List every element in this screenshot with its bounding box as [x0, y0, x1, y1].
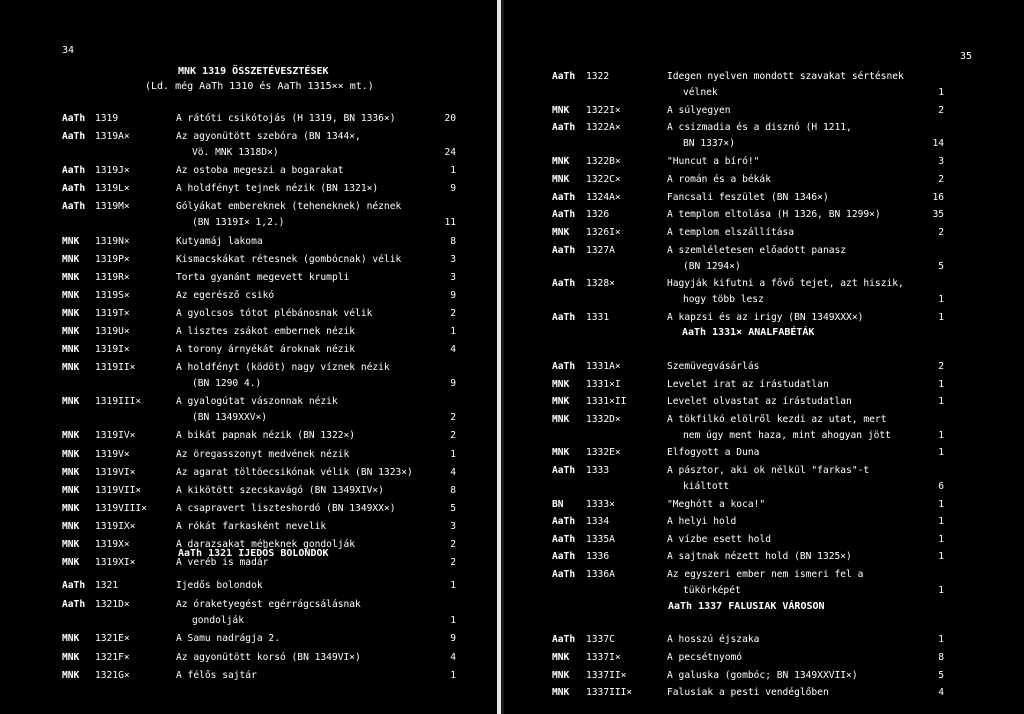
- tale-type-number: 1334: [586, 516, 610, 528]
- tale-title-continued: (BN 1290 4.): [192, 378, 262, 390]
- tale-title: A súlyegyen: [667, 104, 731, 116]
- catalog-system: AaTh: [62, 598, 86, 610]
- variant-count: 1: [938, 396, 944, 408]
- tale-type-number: 1321F×: [95, 651, 130, 663]
- tale-type-number: 1319M×: [95, 201, 130, 213]
- tale-title: Levelet irat az írástudatlan: [667, 378, 829, 390]
- tale-title: A rókát farkasként nevelik: [176, 520, 327, 532]
- catalog-system: AaTh: [552, 634, 576, 645]
- catalog-system: MNK: [62, 484, 80, 496]
- catalog-system: MNK: [62, 520, 80, 532]
- variant-count: 1: [938, 498, 944, 510]
- variant-count: 1: [938, 585, 944, 596]
- tale-type-number: 1337C: [586, 634, 615, 645]
- variant-count: 2: [450, 557, 456, 569]
- tale-title: Levelet olvastat az írástudatlan: [667, 396, 852, 408]
- catalog-system: MNK: [62, 289, 80, 301]
- variant-count: 1: [450, 326, 456, 337]
- catalog-system: AaTh: [552, 465, 576, 476]
- catalog-system: AaTh: [552, 209, 576, 221]
- tale-title: Falusiak a pesti vendéglőben: [667, 687, 829, 699]
- tale-title: Szemüvegvásárlás: [667, 361, 760, 372]
- catalog-system: AaTh: [552, 516, 576, 528]
- variant-count: 3: [938, 156, 944, 168]
- right-page: [504, 0, 1024, 714]
- catalog-system: MNK: [552, 669, 570, 681]
- tale-title: Gólyákat embereknek (teheneknek) néznek: [176, 201, 402, 213]
- catalog-system: BN: [552, 498, 564, 510]
- catalog-system: MNK: [62, 396, 80, 408]
- catalog-system: AaTh: [552, 312, 576, 323]
- tale-title-continued: gondolják: [192, 614, 244, 626]
- tale-type-number: 1319IV×: [95, 430, 136, 442]
- tale-title: Hagyják kifutni a fővő tejet, azt hiszik,: [667, 278, 904, 290]
- tale-title: A gyolcsos tótot plébánosnak vélik: [176, 307, 373, 319]
- catalog-system: MNK: [62, 633, 80, 644]
- tale-type-number: 1319VII×: [95, 484, 142, 496]
- section-title: AaTh 1337 FALUSIAK VÁROSON: [668, 601, 825, 612]
- tale-title-continued: (BN 1349XXV×): [192, 412, 268, 424]
- tale-type-number: 1322A×: [586, 122, 621, 134]
- variant-count: 2: [938, 104, 944, 116]
- tale-type-number: 1319VIII×: [95, 502, 147, 514]
- catalog-system: MNK: [62, 307, 80, 319]
- tale-type-number: 1319T×: [95, 307, 130, 319]
- tale-title: A veréb is madár: [176, 557, 269, 569]
- tale-type-number: 1321E×: [95, 633, 130, 644]
- tale-type-number: 1319N×: [95, 235, 130, 247]
- tale-type-number: 1336: [586, 551, 610, 563]
- variant-count: 2: [450, 412, 456, 424]
- tale-type-number: 1319A×: [95, 131, 130, 143]
- tale-title: A szemléletesen előadott panasz: [667, 244, 847, 256]
- tale-type-number: 1319P×: [95, 253, 130, 265]
- tale-title: Az egyszeri ember nem ismeri fel a: [667, 569, 864, 580]
- tale-title: A holdfényt (ködöt) nagy víznek nézik: [176, 362, 390, 374]
- catalog-system: AaTh: [552, 122, 576, 134]
- variant-count: 16: [932, 191, 944, 203]
- tale-title: Az agarat töltöecsikónak vélik (BN 1323×): [176, 466, 413, 478]
- variant-count: 24: [444, 147, 456, 159]
- catalog-system: MNK: [552, 651, 570, 663]
- variant-count: 1: [450, 614, 456, 626]
- tale-title-continued: Vö. MNK 1318D×): [192, 147, 279, 159]
- catalog-system: MNK: [62, 557, 80, 569]
- tale-title: A pecsétnyomó: [667, 651, 743, 663]
- variant-count: 5: [450, 502, 456, 514]
- tale-title: A csizmadia és a disznó (H 1211,: [667, 122, 852, 134]
- tale-title: A darazsakat méheknek gondolják: [176, 539, 356, 550]
- tale-title-continued: tükörképét: [683, 585, 741, 596]
- tale-type-number: 1333: [586, 465, 610, 476]
- catalog-system: MNK: [62, 651, 80, 663]
- catalog-system: MNK: [62, 539, 80, 550]
- tale-title: A rátóti csikótojás (H 1319, BN 1336×): [176, 113, 396, 124]
- tale-type-number: 1336A: [586, 569, 615, 580]
- tale-type-number: 1322: [586, 71, 610, 82]
- tale-title: Kismacskákat rétesnek (gombócnak) vélik: [176, 253, 402, 265]
- tale-type-number: 1322B×: [586, 156, 621, 168]
- catalog-system: MNK: [62, 448, 80, 460]
- tale-title: A lisztes zsákot embernek nézik: [176, 326, 356, 337]
- variant-count: 5: [938, 669, 944, 681]
- tale-title: Az agyonütött korsó (BN 1349VI×): [176, 651, 361, 663]
- variant-count: 8: [450, 484, 456, 496]
- variant-count: 2: [450, 539, 456, 550]
- tale-title: Az óraketyegést egérrágcsálásnak: [176, 598, 361, 610]
- page-number: 35: [960, 51, 973, 62]
- variant-count: 1: [938, 551, 944, 563]
- catalog-system: AaTh: [552, 244, 576, 256]
- variant-count: 2: [938, 173, 944, 185]
- catalog-system: AaTh: [552, 191, 576, 203]
- catalog-system: MNK: [62, 466, 80, 478]
- variant-count: 4: [938, 687, 944, 699]
- catalog-system: MNK: [552, 104, 570, 116]
- tale-type-number: 1337I×: [586, 651, 621, 663]
- tale-title: Az egerésző csikó: [176, 289, 275, 301]
- tale-title: Ijedős bolondok: [176, 580, 263, 591]
- tale-title: A kikötött szecskavágó (BN 1349XIV×): [176, 484, 384, 496]
- catalog-system: MNK: [62, 344, 80, 356]
- catalog-system: MNK: [62, 670, 80, 681]
- catalog-system: MNK: [62, 502, 80, 514]
- variant-count: 11: [444, 217, 456, 229]
- catalog-system: MNK: [552, 687, 570, 699]
- tale-type-number: 1319U×: [95, 326, 130, 337]
- catalog-system: MNK: [62, 326, 80, 337]
- tale-title: Az öregasszonyt medvének nézik: [176, 448, 350, 460]
- catalog-system: MNK: [552, 396, 570, 408]
- catalog-system: AaTh: [62, 131, 86, 143]
- catalog-system: AaTh: [552, 278, 576, 290]
- variant-count: 8: [450, 235, 456, 247]
- variant-count: 6: [938, 481, 944, 492]
- variant-count: 1: [450, 670, 456, 681]
- tale-type-number: 1319L×: [95, 183, 130, 195]
- tale-title: A csapravert liszteshordó (BN 1349XX×): [176, 502, 396, 514]
- tale-type-number: 1322I×: [586, 104, 621, 116]
- catalog-system: MNK: [552, 447, 570, 459]
- tale-type-number: 1319V×: [95, 448, 130, 460]
- section-subtitle: (Ld. még AaTh 1310 és AaTh 1315×× mt.): [145, 81, 374, 92]
- catalog-system: AaTh: [62, 165, 86, 177]
- catalog-system: MNK: [552, 378, 570, 390]
- catalog-system: AaTh: [62, 113, 86, 124]
- tale-type-number: 1319S×: [95, 289, 130, 301]
- tale-type-number: 1319VI×: [95, 466, 136, 478]
- variant-count: 2: [938, 361, 944, 372]
- tale-type-number: 1328×: [586, 278, 615, 290]
- variant-count: 1: [450, 580, 456, 591]
- catalog-system: AaTh: [552, 533, 576, 545]
- tale-type-number: 1331×I: [586, 378, 621, 390]
- catalog-system: AaTh: [552, 569, 576, 580]
- variant-count: 9: [450, 633, 456, 644]
- tale-type-number: 1319: [95, 113, 119, 124]
- variant-count: 1: [938, 516, 944, 528]
- tale-title-continued: BN 1337×): [683, 138, 735, 150]
- left-page: [0, 0, 498, 714]
- tale-type-number: 1332D×: [586, 413, 621, 425]
- tale-type-number: 1333×: [586, 498, 615, 510]
- tale-title: A román és a békák: [667, 173, 771, 185]
- variant-count: 1: [938, 429, 944, 441]
- tale-title-continued: vélnek: [683, 87, 718, 98]
- tale-title: A gyalogútat vászonnak nézik: [176, 396, 338, 408]
- tale-title-continued: (BN 1319I× 1,2.): [192, 217, 285, 229]
- tale-title: "Huncut a bíró!": [667, 156, 760, 168]
- tale-title: A pásztor, aki ok nélkül "farkas"-t: [667, 465, 870, 476]
- tale-title: A félős sajtár: [176, 670, 257, 681]
- variant-count: 2: [450, 307, 456, 319]
- tale-title: A helyi hold: [667, 516, 737, 528]
- variant-count: 3: [450, 520, 456, 532]
- catalog-system: MNK: [62, 235, 80, 247]
- tale-type-number: 1319R×: [95, 271, 130, 283]
- tale-type-number: 1322C×: [586, 173, 621, 185]
- tale-title: A hosszú éjszaka: [667, 634, 760, 645]
- section-title: AaTh 1321 IJEDŐS BOLONDOK: [178, 548, 329, 559]
- catalog-system: MNK: [552, 173, 570, 185]
- tale-title-continued: nem úgy ment haza, mint ahogyan jött: [683, 429, 891, 441]
- tale-title: Idegen nyelven mondott szavakat sértésnek: [667, 71, 904, 82]
- variant-count: 9: [450, 183, 456, 195]
- tale-title: A tökfilkó elölről kezdi az utat, mert: [667, 413, 887, 425]
- page-number: 34: [62, 45, 75, 56]
- tale-title: Az agyonütött szebóra (BN 1344×,: [176, 131, 361, 143]
- tale-type-number: 1324A×: [586, 191, 621, 203]
- tale-type-number: 1331: [586, 312, 610, 323]
- variant-count: 1: [938, 378, 944, 390]
- tale-title-continued: (BN 1294×): [683, 260, 741, 272]
- variant-count: 1: [450, 165, 456, 177]
- tale-type-number: 1319II×: [95, 362, 136, 374]
- tale-type-number: 1326: [586, 209, 610, 221]
- variant-count: 14: [932, 138, 944, 150]
- variant-count: 4: [450, 651, 456, 663]
- tale-title-continued: hogy több lesz: [683, 294, 764, 306]
- variant-count: 2: [450, 430, 456, 442]
- variant-count: 5: [938, 260, 944, 272]
- variant-count: 35: [932, 209, 944, 221]
- tale-title: Kutyamáj lakoma: [176, 235, 263, 247]
- catalog-system: MNK: [62, 430, 80, 442]
- tale-type-number: 1337II×: [586, 669, 627, 681]
- catalog-system: AaTh: [552, 551, 576, 563]
- catalog-system: MNK: [552, 156, 570, 168]
- catalog-system: MNK: [62, 253, 80, 265]
- tale-title: A torony árnyékát ároknak nézik: [176, 344, 356, 356]
- catalog-system: MNK: [552, 413, 570, 425]
- variant-count: 3: [450, 253, 456, 265]
- tale-title: A Samu nadrágja 2.: [176, 633, 280, 644]
- tale-title: Fancsali feszület (BN 1346×): [667, 191, 829, 203]
- tale-type-number: 1326I×: [586, 226, 621, 238]
- tale-title: A vízbe esett hold: [667, 533, 771, 545]
- tale-type-number: 1319I×: [95, 344, 130, 356]
- tale-title: A holdfényt tejnek nézik (BN 1321×): [176, 183, 379, 195]
- variant-count: 1: [938, 634, 944, 645]
- catalog-system: MNK: [552, 226, 570, 238]
- catalog-system: AaTh: [552, 361, 576, 372]
- tale-type-number: 1337III×: [586, 687, 633, 699]
- tale-type-number: 1319IX×: [95, 520, 136, 532]
- section-title: AaTh 1331× ANALFABÉTÁK: [682, 327, 815, 338]
- tale-title: Az ostoba megeszi a bogarakat: [176, 165, 344, 177]
- tale-type-number: 1321D×: [95, 598, 130, 610]
- tale-title: Elfogyott a Duna: [667, 447, 760, 459]
- tale-title-continued: kiáltott: [683, 481, 730, 492]
- section-title: MNK 1319 ÖSSZETÉVESZTÉSEK: [178, 66, 329, 77]
- variant-count: 1: [938, 312, 944, 323]
- variant-count: 4: [450, 466, 456, 478]
- variant-count: 1: [450, 448, 456, 460]
- tale-title: A kapzsi és az irigy (BN 1349XXX×): [667, 312, 864, 323]
- tale-type-number: 1321G×: [95, 670, 130, 681]
- tale-type-number: 1319III×: [95, 396, 142, 408]
- variant-count: 1: [938, 87, 944, 98]
- catalog-system: MNK: [62, 362, 80, 374]
- variant-count: 9: [450, 289, 456, 301]
- tale-title: Torta gyanánt megevett krumpli: [176, 271, 350, 283]
- variant-count: 3: [450, 271, 456, 283]
- tale-type-number: 1327A: [586, 244, 615, 256]
- variant-count: 4: [450, 344, 456, 356]
- tale-title: A templom eltolása (H 1326, BN 1299×): [667, 209, 881, 221]
- variant-count: 20: [444, 113, 456, 124]
- tale-type-number: 1319X×: [95, 539, 130, 550]
- tale-title: A bikát papnak nézik (BN 1322×): [176, 430, 356, 442]
- tale-type-number: 1331×II: [586, 396, 627, 408]
- tale-type-number: 1332E×: [586, 447, 621, 459]
- variant-count: 2: [938, 226, 944, 238]
- variant-count: 1: [938, 294, 944, 306]
- catalog-system: MNK: [62, 271, 80, 283]
- catalog-system: AaTh: [62, 201, 86, 213]
- variant-count: 1: [938, 533, 944, 545]
- tale-title: A sajtnak nézett hold (BN 1325×): [667, 551, 852, 563]
- tale-title: A galuska (gombóc; BN 1349XXVII×): [667, 669, 858, 681]
- variant-count: 8: [938, 651, 944, 663]
- catalog-system: AaTh: [62, 183, 86, 195]
- catalog-system: AaTh: [552, 71, 576, 82]
- tale-type-number: 1319XI×: [95, 557, 136, 569]
- tale-type-number: 1319J×: [95, 165, 130, 177]
- catalog-system: AaTh: [62, 580, 86, 591]
- tale-type-number: 1331A×: [586, 361, 621, 372]
- tale-type-number: 1335A: [586, 533, 615, 545]
- tale-title: "Meghótt a koca!": [667, 498, 766, 510]
- variant-count: 9: [450, 378, 456, 390]
- variant-count: 1: [938, 447, 944, 459]
- tale-type-number: 1321: [95, 580, 119, 591]
- tale-title: A templom elszállítása: [667, 226, 795, 238]
